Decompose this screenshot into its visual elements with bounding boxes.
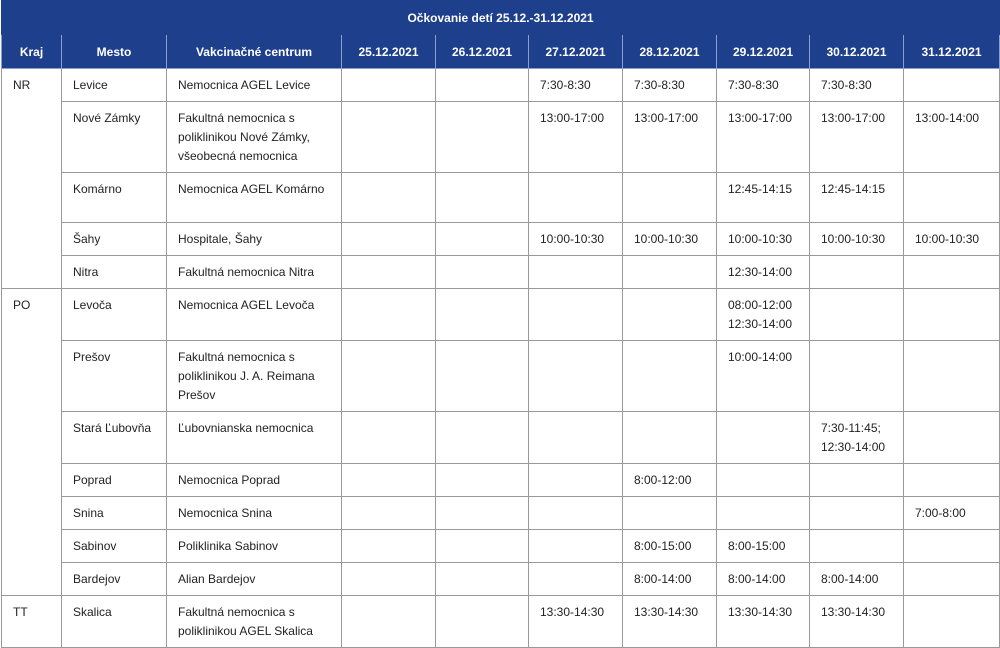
vaccination-center-cell: Nemocnica AGEL Levice (167, 69, 342, 102)
table-row (2, 69, 1000, 102)
time-slot-cell (342, 256, 436, 289)
time-slot-cell: 8:00-15:00 (623, 530, 717, 563)
time-slot-cell (342, 530, 436, 563)
vaccination-center-cell: Nemocnica Snina (167, 497, 342, 530)
time-slot-cell: 10:00-10:30 (904, 223, 1000, 256)
time-slot-cell: 10:00-10:30 (529, 223, 623, 256)
column-header: Kraj (2, 35, 62, 69)
time-slot-cell (342, 596, 436, 648)
city-cell: Skalica (62, 596, 167, 648)
vaccination-center-cell: Nemocnica AGEL Levoča (167, 289, 342, 341)
table-body (2, 69, 1000, 648)
time-slot-cell (436, 530, 529, 563)
time-slot-cell (436, 173, 529, 223)
vaccination-center-cell: Nemocnica Poprad (167, 464, 342, 497)
time-slot-cell (904, 412, 1000, 464)
time-slot-cell: 13:00-17:00 (717, 102, 810, 173)
time-slot-cell: 08:00-12:00 12:30-14:00 (717, 289, 810, 341)
region-cell: NR (2, 69, 62, 289)
vaccination-center-cell: Ľubovnianska nemocnica (167, 412, 342, 464)
column-header: Mesto (62, 35, 167, 69)
column-header: 27.12.2021 (529, 35, 623, 69)
region-cell: TT (2, 596, 62, 648)
time-slot-cell (810, 464, 904, 497)
time-slot-cell (529, 173, 623, 223)
table-row (2, 289, 1000, 341)
time-slot-cell (904, 173, 1000, 223)
time-slot-cell (436, 563, 529, 596)
time-slot-cell (436, 464, 529, 497)
vaccination-center-cell: Hospitale, Šahy (167, 223, 342, 256)
vaccination-center-cell: Fakultná nemocnica s poliklinikou AGEL Skalica (167, 596, 342, 648)
time-slot-cell (529, 256, 623, 289)
time-slot-cell (529, 341, 623, 412)
time-slot-cell (342, 497, 436, 530)
time-slot-cell (342, 223, 436, 256)
table-row (2, 563, 1000, 596)
time-slot-cell: 13:00-17:00 (623, 102, 717, 173)
vaccination-table (1, 0, 1000, 648)
column-header: 31.12.2021 (904, 35, 1000, 69)
time-slot-cell (810, 530, 904, 563)
time-slot-cell (436, 596, 529, 648)
time-slot-cell (529, 412, 623, 464)
time-slot-cell: 12:45-14:15 (717, 173, 810, 223)
vaccination-center-cell: Fakultná nemocnica s poliklinikou J. A. Reimana Prešov (167, 341, 342, 412)
time-slot-cell (436, 412, 529, 464)
column-header: 29.12.2021 (717, 35, 810, 69)
vaccination-center-cell: Fakultná nemocnica s poliklinikou Nové Zámky, všeobecná nemocnica (167, 102, 342, 173)
time-slot-cell: 10:00-14:00 (717, 341, 810, 412)
vaccination-center-cell: Poliklinika Sabinov (167, 530, 342, 563)
time-slot-cell: 13:00-14:00 (904, 102, 1000, 173)
vaccination-center-cell: Nemocnica AGEL Komárno (167, 173, 342, 223)
time-slot-cell (623, 173, 717, 223)
time-slot-cell (904, 563, 1000, 596)
time-slot-cell (623, 289, 717, 341)
time-slot-cell: 7:30-8:30 (623, 69, 717, 102)
time-slot-cell: 13:00-17:00 (810, 102, 904, 173)
time-slot-cell (810, 341, 904, 412)
city-cell: Levoča (62, 289, 167, 341)
table-row (2, 596, 1000, 648)
table-row (2, 530, 1000, 563)
time-slot-cell: 10:00-10:30 (623, 223, 717, 256)
city-cell: Snina (62, 497, 167, 530)
time-slot-cell: 13:30-14:30 (810, 596, 904, 648)
time-slot-cell (342, 464, 436, 497)
time-slot-cell: 10:00-10:30 (717, 223, 810, 256)
time-slot-cell (623, 497, 717, 530)
time-slot-cell (904, 341, 1000, 412)
table-row (2, 256, 1000, 289)
time-slot-cell (529, 497, 623, 530)
table-row (2, 173, 1000, 223)
time-slot-cell (623, 412, 717, 464)
time-slot-cell: 13:00-17:00 (529, 102, 623, 173)
time-slot-cell (904, 596, 1000, 648)
time-slot-cell: 10:00-10:30 (810, 223, 904, 256)
time-slot-cell (717, 497, 810, 530)
time-slot-cell (810, 497, 904, 530)
time-slot-cell (810, 256, 904, 289)
time-slot-cell: 8:00-14:00 (810, 563, 904, 596)
time-slot-cell (436, 341, 529, 412)
region-cell: PO (2, 289, 62, 596)
city-cell: Levice (62, 69, 167, 102)
time-slot-cell: 12:30-14:00 (717, 256, 810, 289)
table-row (2, 464, 1000, 497)
time-slot-cell: 7:30-8:30 (810, 69, 904, 102)
time-slot-cell (904, 69, 1000, 102)
time-slot-cell (529, 563, 623, 596)
column-header: 28.12.2021 (623, 35, 717, 69)
time-slot-cell: 7:30-11:45; 12:30-14:00 (810, 412, 904, 464)
time-slot-cell: 7:30-8:30 (529, 69, 623, 102)
time-slot-cell (623, 256, 717, 289)
vaccination-center-cell: Fakultná nemocnica Nitra (167, 256, 342, 289)
city-cell: Prešov (62, 341, 167, 412)
column-header: 26.12.2021 (436, 35, 529, 69)
time-slot-cell (904, 464, 1000, 497)
table-row (2, 412, 1000, 464)
city-cell: Bardejov (62, 563, 167, 596)
city-cell: Nové Zámky (62, 102, 167, 173)
column-header: 25.12.2021 (342, 35, 436, 69)
time-slot-cell: 13:30-14:30 (623, 596, 717, 648)
time-slot-cell (436, 223, 529, 256)
city-cell: Šahy (62, 223, 167, 256)
time-slot-cell (342, 289, 436, 341)
time-slot-cell: 12:45-14:15 (810, 173, 904, 223)
time-slot-cell (436, 69, 529, 102)
column-header: Vakcinačné centrum (167, 35, 342, 69)
table-row (2, 497, 1000, 530)
city-cell: Komárno (62, 173, 167, 223)
time-slot-cell (717, 412, 810, 464)
city-cell: Nitra (62, 256, 167, 289)
time-slot-cell: 8:00-14:00 (717, 563, 810, 596)
time-slot-cell (436, 102, 529, 173)
time-slot-cell: 7:00-8:00 (904, 497, 1000, 530)
table-row (2, 341, 1000, 412)
time-slot-cell (342, 69, 436, 102)
time-slot-cell (436, 497, 529, 530)
time-slot-cell (342, 563, 436, 596)
time-slot-cell (904, 256, 1000, 289)
time-slot-cell (436, 256, 529, 289)
time-slot-cell (904, 289, 1000, 341)
header-row (2, 35, 1000, 69)
table-title: Očkovanie detí 25.12.-31.12.2021 (2, 1, 1000, 35)
time-slot-cell (623, 341, 717, 412)
time-slot-cell (904, 530, 1000, 563)
time-slot-cell: 8:00-12:00 (623, 464, 717, 497)
table-row (2, 102, 1000, 173)
time-slot-cell (342, 341, 436, 412)
time-slot-cell (810, 289, 904, 341)
time-slot-cell: 13:30-14:30 (717, 596, 810, 648)
city-cell: Sabinov (62, 530, 167, 563)
time-slot-cell: 8:00-14:00 (623, 563, 717, 596)
time-slot-cell (529, 464, 623, 497)
time-slot-cell (436, 289, 529, 341)
time-slot-cell (342, 173, 436, 223)
city-cell: Stará Ľubovňa (62, 412, 167, 464)
time-slot-cell (342, 102, 436, 173)
time-slot-cell: 8:00-15:00 (717, 530, 810, 563)
time-slot-cell (717, 464, 810, 497)
time-slot-cell (529, 530, 623, 563)
time-slot-cell: 7:30-8:30 (717, 69, 810, 102)
time-slot-cell (342, 412, 436, 464)
column-header: 30.12.2021 (810, 35, 904, 69)
time-slot-cell (529, 289, 623, 341)
vaccination-center-cell: Alian Bardejov (167, 563, 342, 596)
time-slot-cell: 13:30-14:30 (529, 596, 623, 648)
city-cell: Poprad (62, 464, 167, 497)
table-row (2, 223, 1000, 256)
